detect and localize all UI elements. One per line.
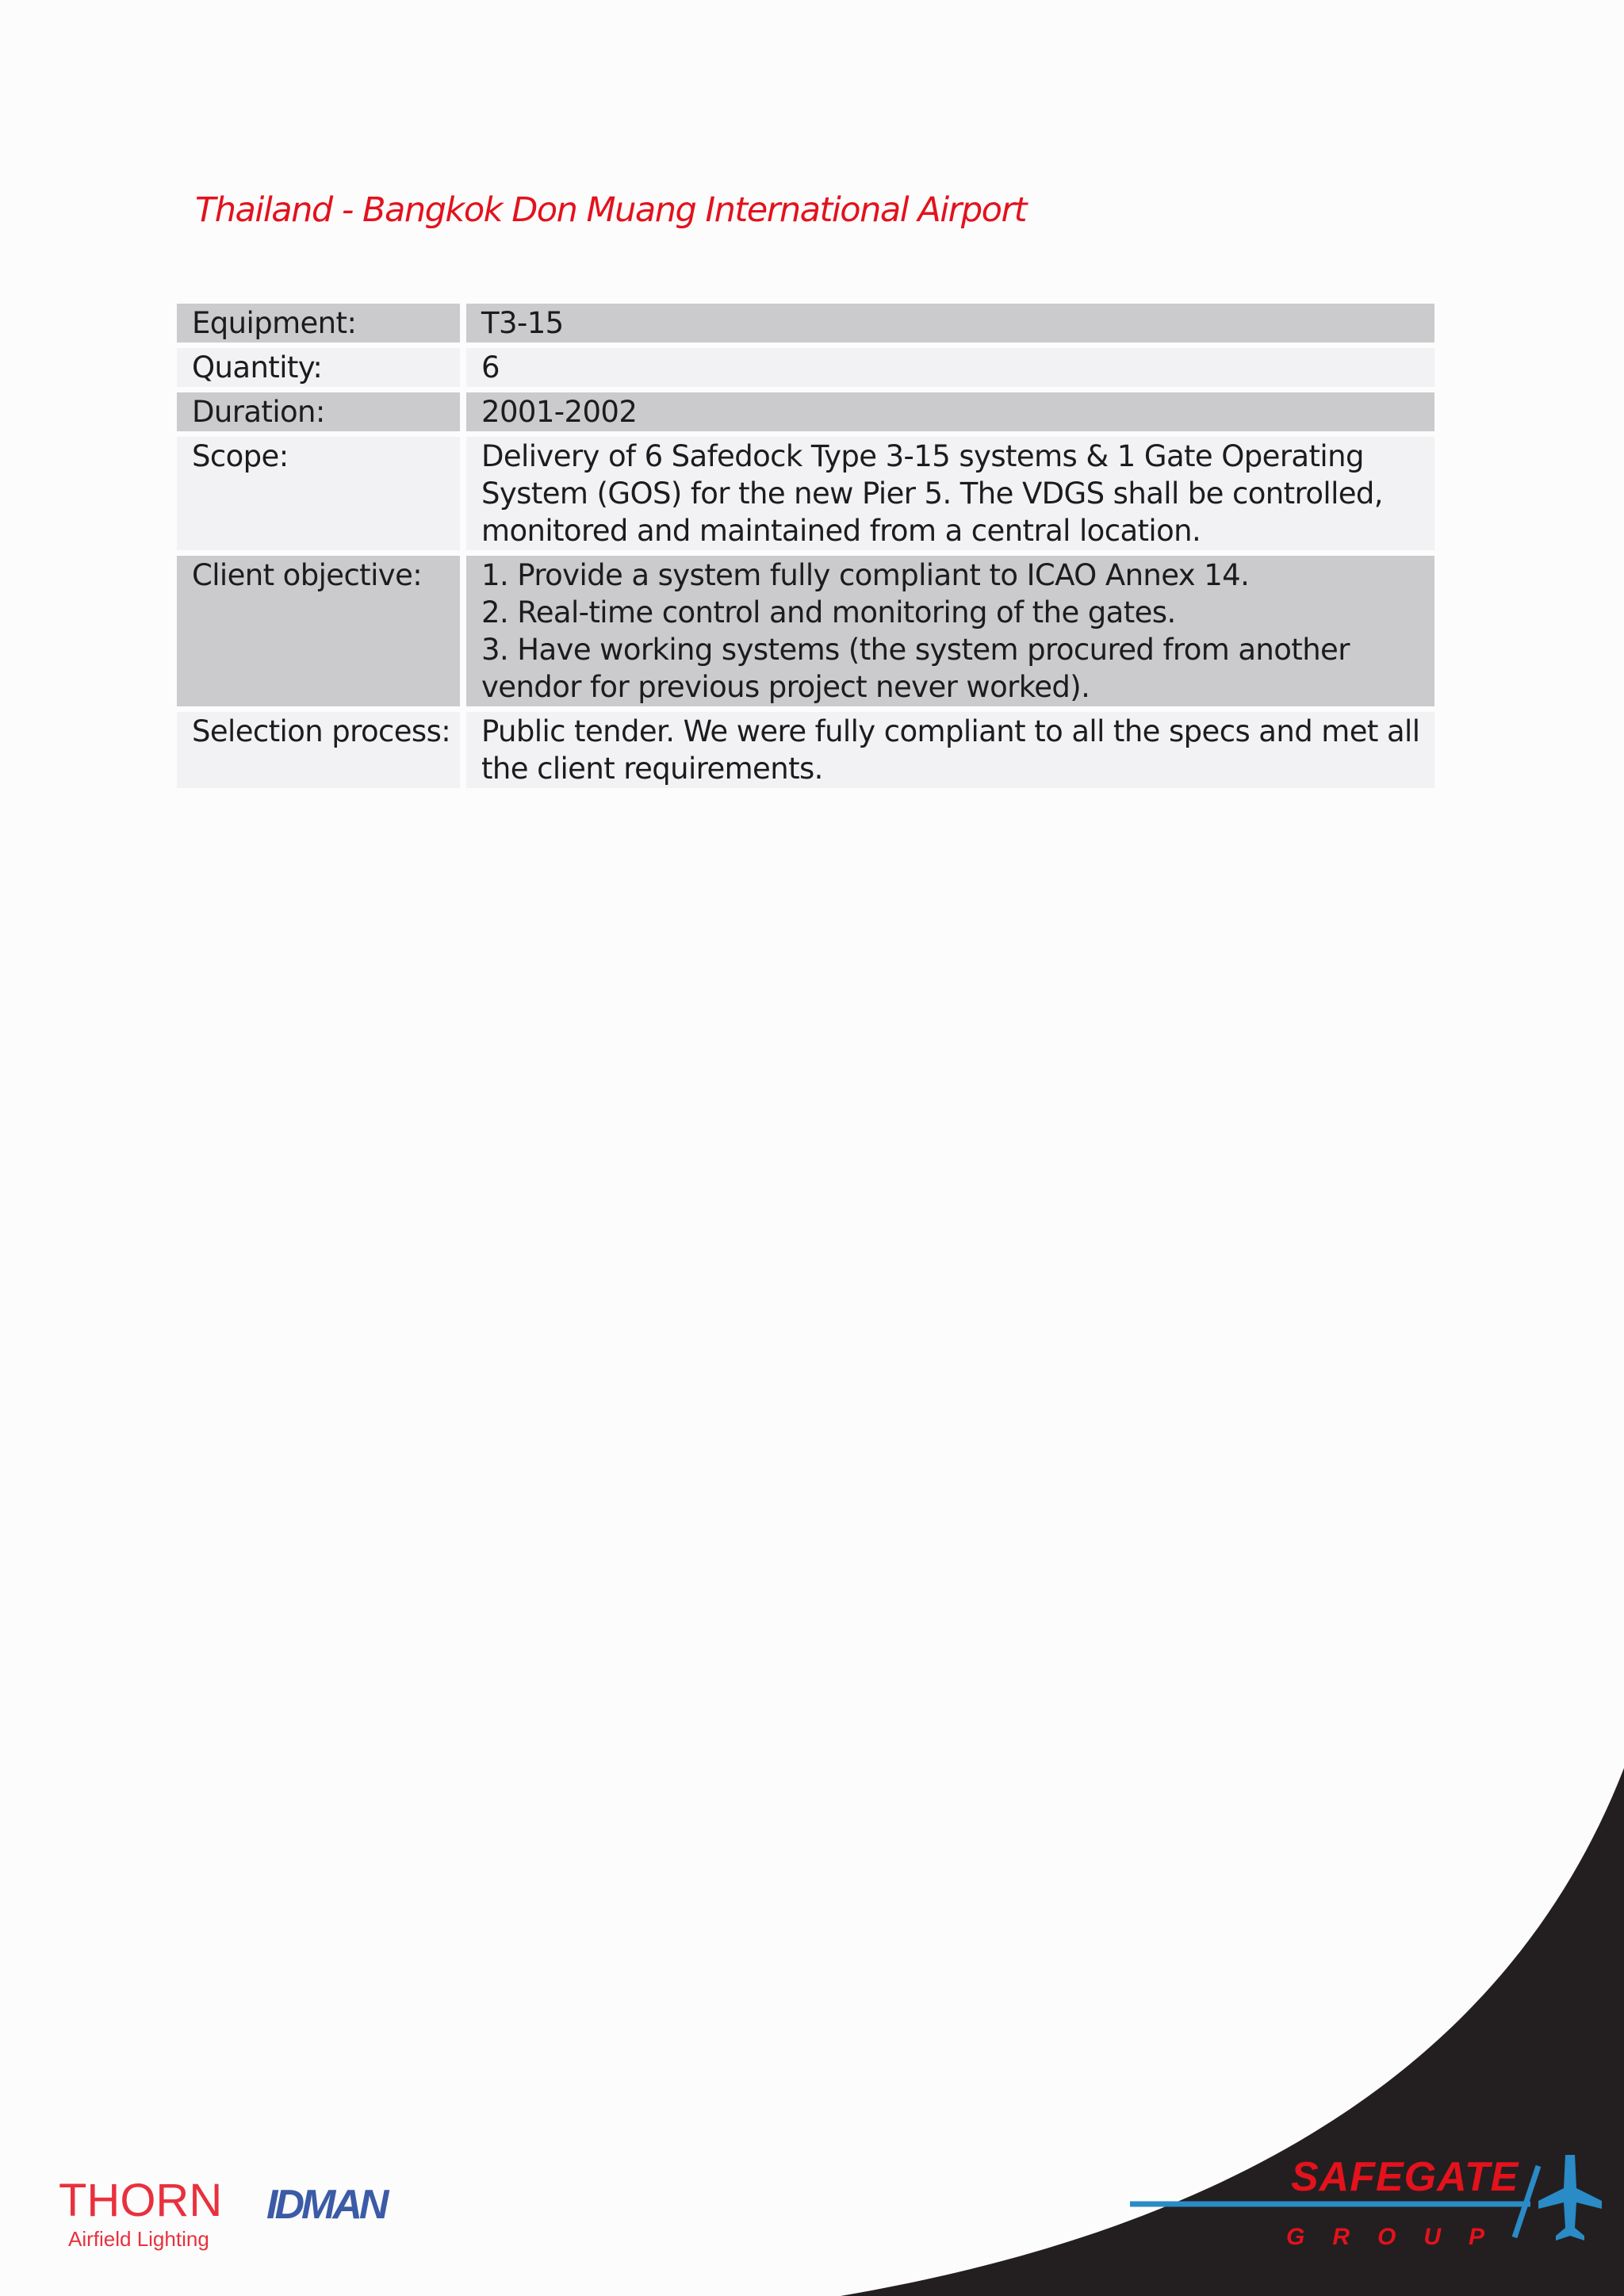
row-value-line: vendor for previous project never worked). bbox=[481, 670, 1090, 704]
safegate-logo-name: SAFEGATE bbox=[1291, 2154, 1519, 2200]
row-value-line: 6 bbox=[481, 350, 500, 385]
row-label: Duration: bbox=[177, 392, 460, 431]
table-row bbox=[177, 556, 1434, 706]
project-info-table bbox=[170, 298, 1441, 794]
row-label: Scope: bbox=[177, 437, 460, 550]
row-value-line: T3-15 bbox=[481, 306, 564, 340]
thorn-logo-name: THORN bbox=[59, 2175, 223, 2226]
row-value-line: Public tender. We were fully compliant to all the specs and met all bbox=[481, 714, 1420, 748]
table-row bbox=[177, 392, 1434, 431]
table-row bbox=[177, 348, 1434, 387]
row-value-line: 2001-2002 bbox=[481, 395, 638, 429]
row-value-line: monitored and maintained from a central location. bbox=[481, 514, 1201, 548]
idman-logo: IDMAN bbox=[266, 2182, 386, 2228]
thorn-logo-tagline: Airfield Lighting bbox=[68, 2227, 209, 2251]
row-value bbox=[466, 712, 1434, 788]
row-value-line: System (GOS) for the new Pier 5. The VDGS shall be controlled, bbox=[481, 476, 1383, 511]
safegate-logo-group: GROUP bbox=[1286, 2224, 1513, 2250]
row-value bbox=[466, 437, 1434, 550]
row-value-line: the client requirements. bbox=[481, 752, 823, 786]
row-value-line: Delivery of 6 Safedock Type 3-15 systems & 1 Gate Operating bbox=[481, 439, 1364, 473]
row-value bbox=[466, 348, 1434, 387]
row-label: Client objective: bbox=[177, 556, 460, 706]
row-value-line: 2. Real-time control and monitoring of the gates. bbox=[481, 595, 1176, 629]
table-row bbox=[177, 304, 1434, 342]
row-label: Selection process: bbox=[177, 712, 460, 788]
row-value-line: 3. Have working systems (the system procured from another bbox=[481, 633, 1350, 667]
row-value bbox=[466, 304, 1434, 342]
table-row bbox=[177, 437, 1434, 550]
row-value bbox=[466, 556, 1434, 706]
row-label: Quantity: bbox=[177, 348, 460, 387]
table-row bbox=[177, 712, 1434, 788]
row-label: Equipment: bbox=[177, 304, 460, 342]
page-title: Thailand - Bangkok Don Muang International Airport bbox=[195, 190, 1026, 230]
row-value bbox=[466, 392, 1434, 431]
row-value-line: 1. Provide a system fully compliant to ICAO Annex 14. bbox=[481, 558, 1250, 592]
